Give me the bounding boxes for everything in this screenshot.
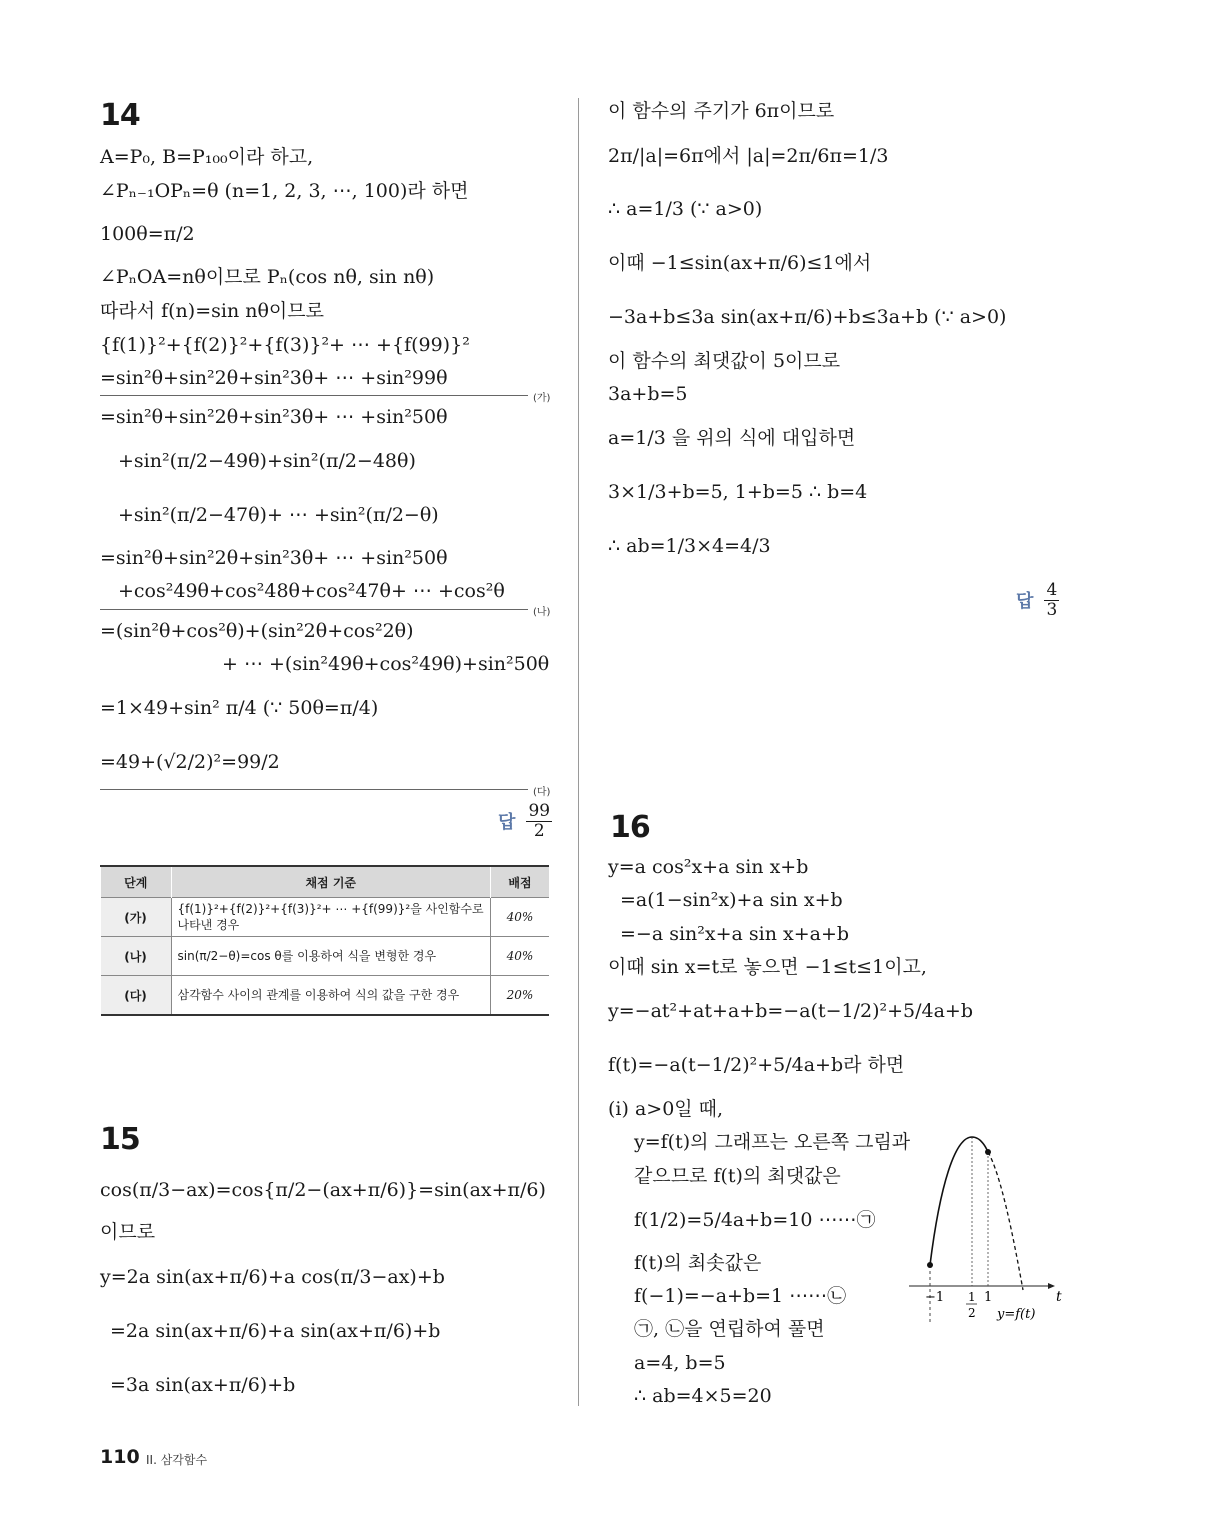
p14-line-16: =49+(√2/2)²=99/2 xyxy=(100,751,280,773)
p15c-line-1: 이 함수의 주기가 6π이므로 xyxy=(608,100,835,122)
p16-line-13: ㉠, ㉡을 연립하여 풀면 xyxy=(634,1318,825,1340)
step-rule-na xyxy=(100,609,528,610)
p16-line-11: f(t)의 최솟값은 xyxy=(634,1252,762,1274)
tick-one: 1 xyxy=(984,1290,993,1305)
p15-line-2: 이므로 xyxy=(100,1221,156,1243)
p15c-line-3: ∴ a=1/3 (∵ a>0) xyxy=(608,198,763,220)
p14-line-5: 따라서 f(n)=sin nθ이므로 xyxy=(100,300,324,322)
parabola-graph xyxy=(905,1125,1065,1335)
p15c-line-4: 이때 −1≤sin(ax+π/6)≤1에서 xyxy=(608,252,872,274)
table-cell-score: 40% xyxy=(491,937,550,976)
parabola-dashed-curve xyxy=(988,1152,1023,1290)
point-minus-one xyxy=(927,1262,933,1268)
p16-line-7: (ⅰ) a>0일 때, xyxy=(608,1098,724,1120)
tick-half-denominator: 2 xyxy=(968,1306,976,1320)
step-tag-ga: (가) xyxy=(533,393,551,404)
p14-answer xyxy=(498,802,552,840)
p14-line-1: A=P₀, B=P₁₀₀이라 하고, xyxy=(100,146,314,168)
p15c-line-2: 2π/|a|=6π에서 |a|=2π/6π=1/3 xyxy=(608,145,889,167)
table-cell-step: (가) xyxy=(101,898,172,937)
p15-line-1: cos(π/3−ax)=cos{π/2−(ax+π/6)}=sin(ax+π/6) xyxy=(100,1179,546,1201)
p16-line-2: =a(1−sin²x)+a sin x+b xyxy=(620,889,843,911)
problem-number-15: 15 xyxy=(100,1122,140,1157)
point-one xyxy=(985,1149,991,1155)
t-axis-arrow-icon xyxy=(1048,1283,1055,1289)
tick-minus-one: −1 xyxy=(925,1290,945,1305)
problem-number-16: 16 xyxy=(610,810,650,845)
answer-denominator: 3 xyxy=(1046,599,1058,620)
p14-line-7: =sin²θ+sin²2θ+sin²3θ+ ⋯ +sin²99θ xyxy=(100,367,448,389)
p14-line-3: 100θ=π/2 xyxy=(100,223,195,245)
p15-answer xyxy=(1016,581,1059,619)
p14-line-6: {f(1)}²+{f(2)}²+{f(3)}²+ ⋯ +{f(99)}² xyxy=(100,334,470,356)
p15-line-4: =2a sin(ax+π/6)+a sin(ax+π/6)+b xyxy=(110,1320,441,1342)
p14-line-12: +cos²49θ+cos²48θ+cos²47θ+ ⋯ +cos²θ xyxy=(118,580,505,602)
p14-line-15: =1×49+sin² π/4 (∵ 50θ=π/4) xyxy=(100,697,379,719)
answer-fraction xyxy=(1044,581,1059,619)
curve-label: y=f(t) xyxy=(997,1307,1036,1322)
answer-fraction xyxy=(526,802,552,840)
problem-number-14: 14 xyxy=(100,98,140,133)
p14-line-10: +sin²(π/2−47θ)+ ⋯ +sin²(π/2−θ) xyxy=(118,504,439,526)
table-cell-criterion: sin(π/2−θ)=cos θ를 이용하여 식을 변형한 경우 xyxy=(171,937,491,976)
p16-line-9: 같으므로 f(t)의 최댓값은 xyxy=(634,1165,841,1187)
p14-line-2: ∠Pₙ₋₁OPₙ=θ (n=1, 2, 3, ⋯, 100)라 하면 xyxy=(100,180,469,202)
p14-line-4: ∠PₙOA=nθ이므로 Pₙ(cos nθ, sin nθ) xyxy=(100,266,435,288)
table-header-score: 배점 xyxy=(491,866,550,898)
p15-line-3: y=2a sin(ax+π/6)+a cos(π/3−ax)+b xyxy=(100,1266,445,1288)
p15c-line-6: 이 함수의 최댓값이 5이므로 xyxy=(608,350,841,372)
table-cell-score: 40% xyxy=(491,898,550,937)
table-cell-step: (다) xyxy=(101,976,172,1016)
step-tag-da: (다) xyxy=(533,787,551,798)
p14-line-14: + ⋯ +(sin²49θ+cos²49θ)+sin²50θ xyxy=(222,653,550,675)
p14-line-13: =(sin²θ+cos²θ)+(sin²2θ+cos²2θ) xyxy=(100,620,414,642)
grading-table xyxy=(100,865,549,1016)
p16-line-6: f(t)=−a(t−1/2)²+5/4a+b라 하면 xyxy=(608,1054,905,1076)
p16-line-10: f(1/2)=5/4a+b=10 ⋯⋯㉠ xyxy=(634,1209,876,1231)
table-header-step: 단계 xyxy=(101,866,172,898)
table-cell-score: 20% xyxy=(491,976,550,1016)
p16-line-1: y=a cos²x+a sin x+b xyxy=(608,856,809,878)
p15c-line-10: ∴ ab=1/3×4=4/3 xyxy=(608,535,771,557)
p16-line-4: 이때 sin x=t로 놓으면 −1≤t≤1이고, xyxy=(608,956,927,978)
p15c-line-5: −3a+b≤3a sin(ax+π/6)+b≤3a+b (∵ a>0) xyxy=(608,306,1007,328)
p14-line-8: =sin²θ+sin²2θ+sin²3θ+ ⋯ +sin²50θ xyxy=(100,406,448,428)
table-row xyxy=(101,937,550,976)
table-cell-criterion: 삼각함수 사이의 관계를 이용하여 식의 값을 구한 경우 xyxy=(171,976,491,1016)
p14-line-9: +sin²(π/2−49θ)+sin²(π/2−48θ) xyxy=(118,450,416,472)
p15c-line-7: 3a+b=5 xyxy=(608,383,688,405)
answer-numerator: 99 xyxy=(528,801,551,821)
step-rule-da xyxy=(100,789,528,790)
p16-line-8: y=f(t)의 그래프는 오른쪽 그림과 xyxy=(634,1131,911,1153)
answer-label: 답 xyxy=(1016,591,1034,613)
p16-line-14: a=4, b=5 xyxy=(634,1352,726,1374)
answer-label: 답 xyxy=(498,812,516,834)
p16-line-12: f(−1)=−a+b=1 ⋯⋯㉡ xyxy=(634,1285,847,1307)
tick-half-numerator: 1 xyxy=(968,1290,976,1304)
p16-line-3: =−a sin²x+a sin x+a+b xyxy=(620,923,850,945)
table-row xyxy=(101,976,550,1016)
table-cell-criterion: {f(1)}²+{f(2)}²+{f(3)}²+ ⋯ +{f(99)}²을 사인함수로 나타낸 경우 xyxy=(171,898,491,937)
table-header-criterion: 채점 기준 xyxy=(171,866,491,898)
answer-denominator: 2 xyxy=(533,820,545,841)
p15-line-5: =3a sin(ax+π/6)+b xyxy=(110,1374,296,1396)
p16-line-5: y=−at²+at+a+b=−a(t−1/2)²+5/4a+b xyxy=(608,1000,974,1022)
p15c-line-8: a=1/3 을 위의 식에 대입하면 xyxy=(608,427,856,449)
answer-numerator: 4 xyxy=(1046,580,1058,600)
t-axis-label: t xyxy=(1056,1289,1062,1305)
section-title: II. 삼각함수 xyxy=(146,1453,208,1467)
table-cell-step: (나) xyxy=(101,937,172,976)
step-rule-ga xyxy=(100,395,528,396)
parabola-curve xyxy=(930,1137,988,1265)
step-tag-na: (나) xyxy=(533,607,551,618)
p15c-line-9: 3×1/3+b=5, 1+b=5 ∴ b=4 xyxy=(608,481,868,503)
p14-line-11: =sin²θ+sin²2θ+sin²3θ+ ⋯ +sin²50θ xyxy=(100,547,448,569)
p16-line-15: ∴ ab=4×5=20 xyxy=(634,1385,772,1407)
page-number: 110 xyxy=(100,1446,140,1468)
table-row xyxy=(101,898,550,937)
column-divider xyxy=(578,98,579,1406)
